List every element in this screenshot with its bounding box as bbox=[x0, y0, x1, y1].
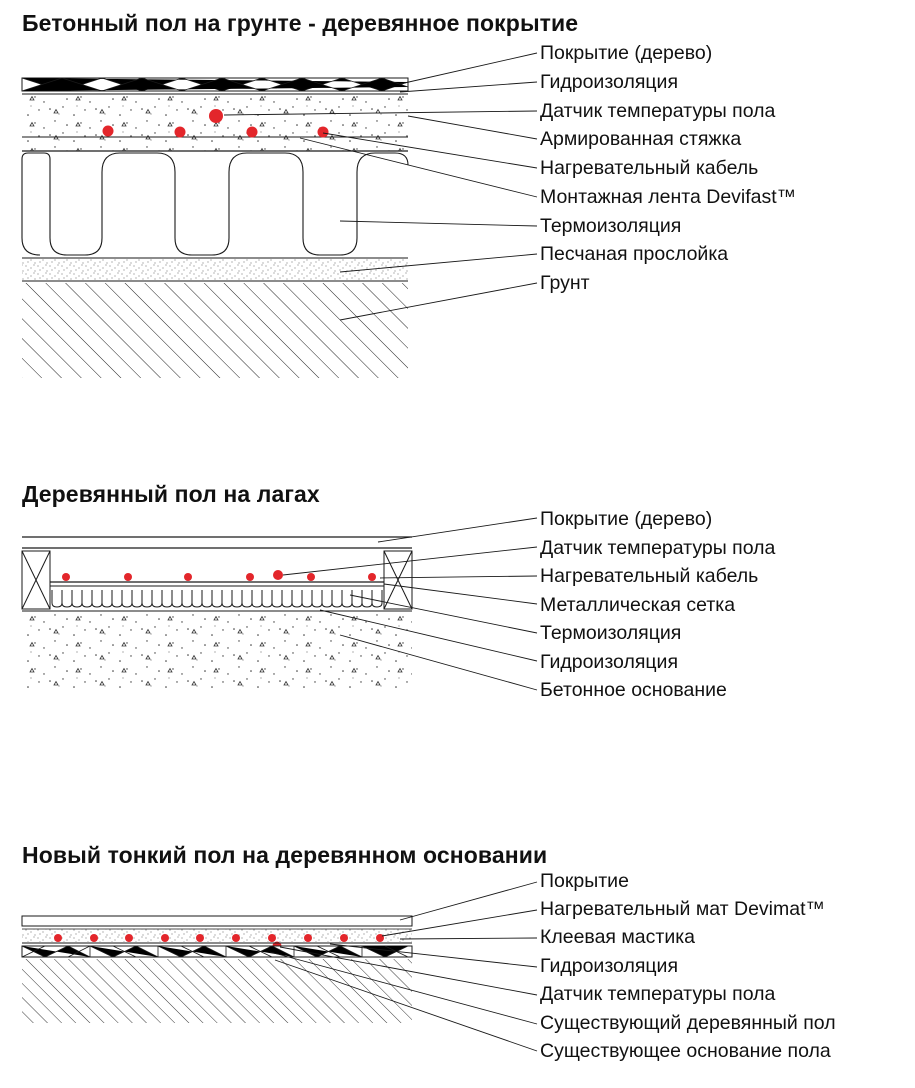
diagram-2-title: Деревянный пол на лагах bbox=[22, 481, 320, 507]
d1-label-covering-wood: Покрытие (дерево) bbox=[540, 42, 713, 64]
d2-label-covering-wood: Покрытие (дерево) bbox=[540, 508, 713, 530]
diagram-1-section bbox=[22, 53, 537, 378]
d3-label-waterproofing: Гидроизоляция bbox=[540, 955, 679, 977]
d3-label-existing-wood-floor: Существующий деревянный пол bbox=[540, 1012, 836, 1034]
d3-label-existing-base: Существующее основание пола bbox=[540, 1040, 831, 1062]
diagram-3-section bbox=[22, 882, 537, 1051]
d2-joists bbox=[22, 551, 412, 609]
d1-label-sand-layer: Песчаная прослойка bbox=[540, 243, 729, 265]
d1-label-floor-sensor: Датчик температуры пола bbox=[540, 100, 776, 122]
d2-label-floor-sensor: Датчик температуры пола bbox=[540, 537, 776, 559]
d2-label-waterproofing: Гидроизоляция bbox=[540, 651, 679, 673]
d1-label-heating-cable: Нагревательный кабель bbox=[540, 157, 759, 179]
d1-label-mounting-tape: Монтажная лента Devifast™ bbox=[540, 186, 797, 208]
d2-label-insulation: Термоизоляция bbox=[540, 622, 682, 644]
d3-label-floor-sensor: Датчик температуры пола bbox=[540, 983, 776, 1005]
d3-label-covering: Покрытие bbox=[540, 870, 629, 892]
d3-label-heating-mat: Нагревательный мат Devimat™ bbox=[540, 898, 826, 920]
diagram-2-section bbox=[22, 518, 537, 690]
d2-label-heating-cable: Нагревательный кабель bbox=[540, 565, 759, 587]
d3-label-adhesive: Клеевая мастика bbox=[540, 926, 696, 948]
d2-label-metal-mesh: Металлическая сетка bbox=[540, 594, 736, 616]
d1-label-insulation: Термоизоляция bbox=[540, 215, 682, 237]
d1-floor-sensor-dot bbox=[209, 109, 223, 123]
d1-label-screed: Армированная стяжка bbox=[540, 128, 742, 150]
d2-label-concrete-base: Бетонное основание bbox=[540, 679, 727, 701]
d1-label-ground: Грунт bbox=[540, 272, 590, 294]
d2-floor-sensor-dot bbox=[273, 570, 283, 580]
d1-insulation-meander bbox=[22, 153, 408, 255]
d1-label-waterproofing: Гидроизоляция bbox=[540, 71, 679, 93]
d2-heating-cable-dots bbox=[62, 573, 376, 581]
diagram-1-title: Бетонный пол на грунте - деревянное покрытие bbox=[22, 10, 579, 36]
d2-insulation-wave bbox=[52, 590, 382, 607]
diagram-3-title: Новый тонкий пол на деревянном основании bbox=[22, 842, 548, 868]
